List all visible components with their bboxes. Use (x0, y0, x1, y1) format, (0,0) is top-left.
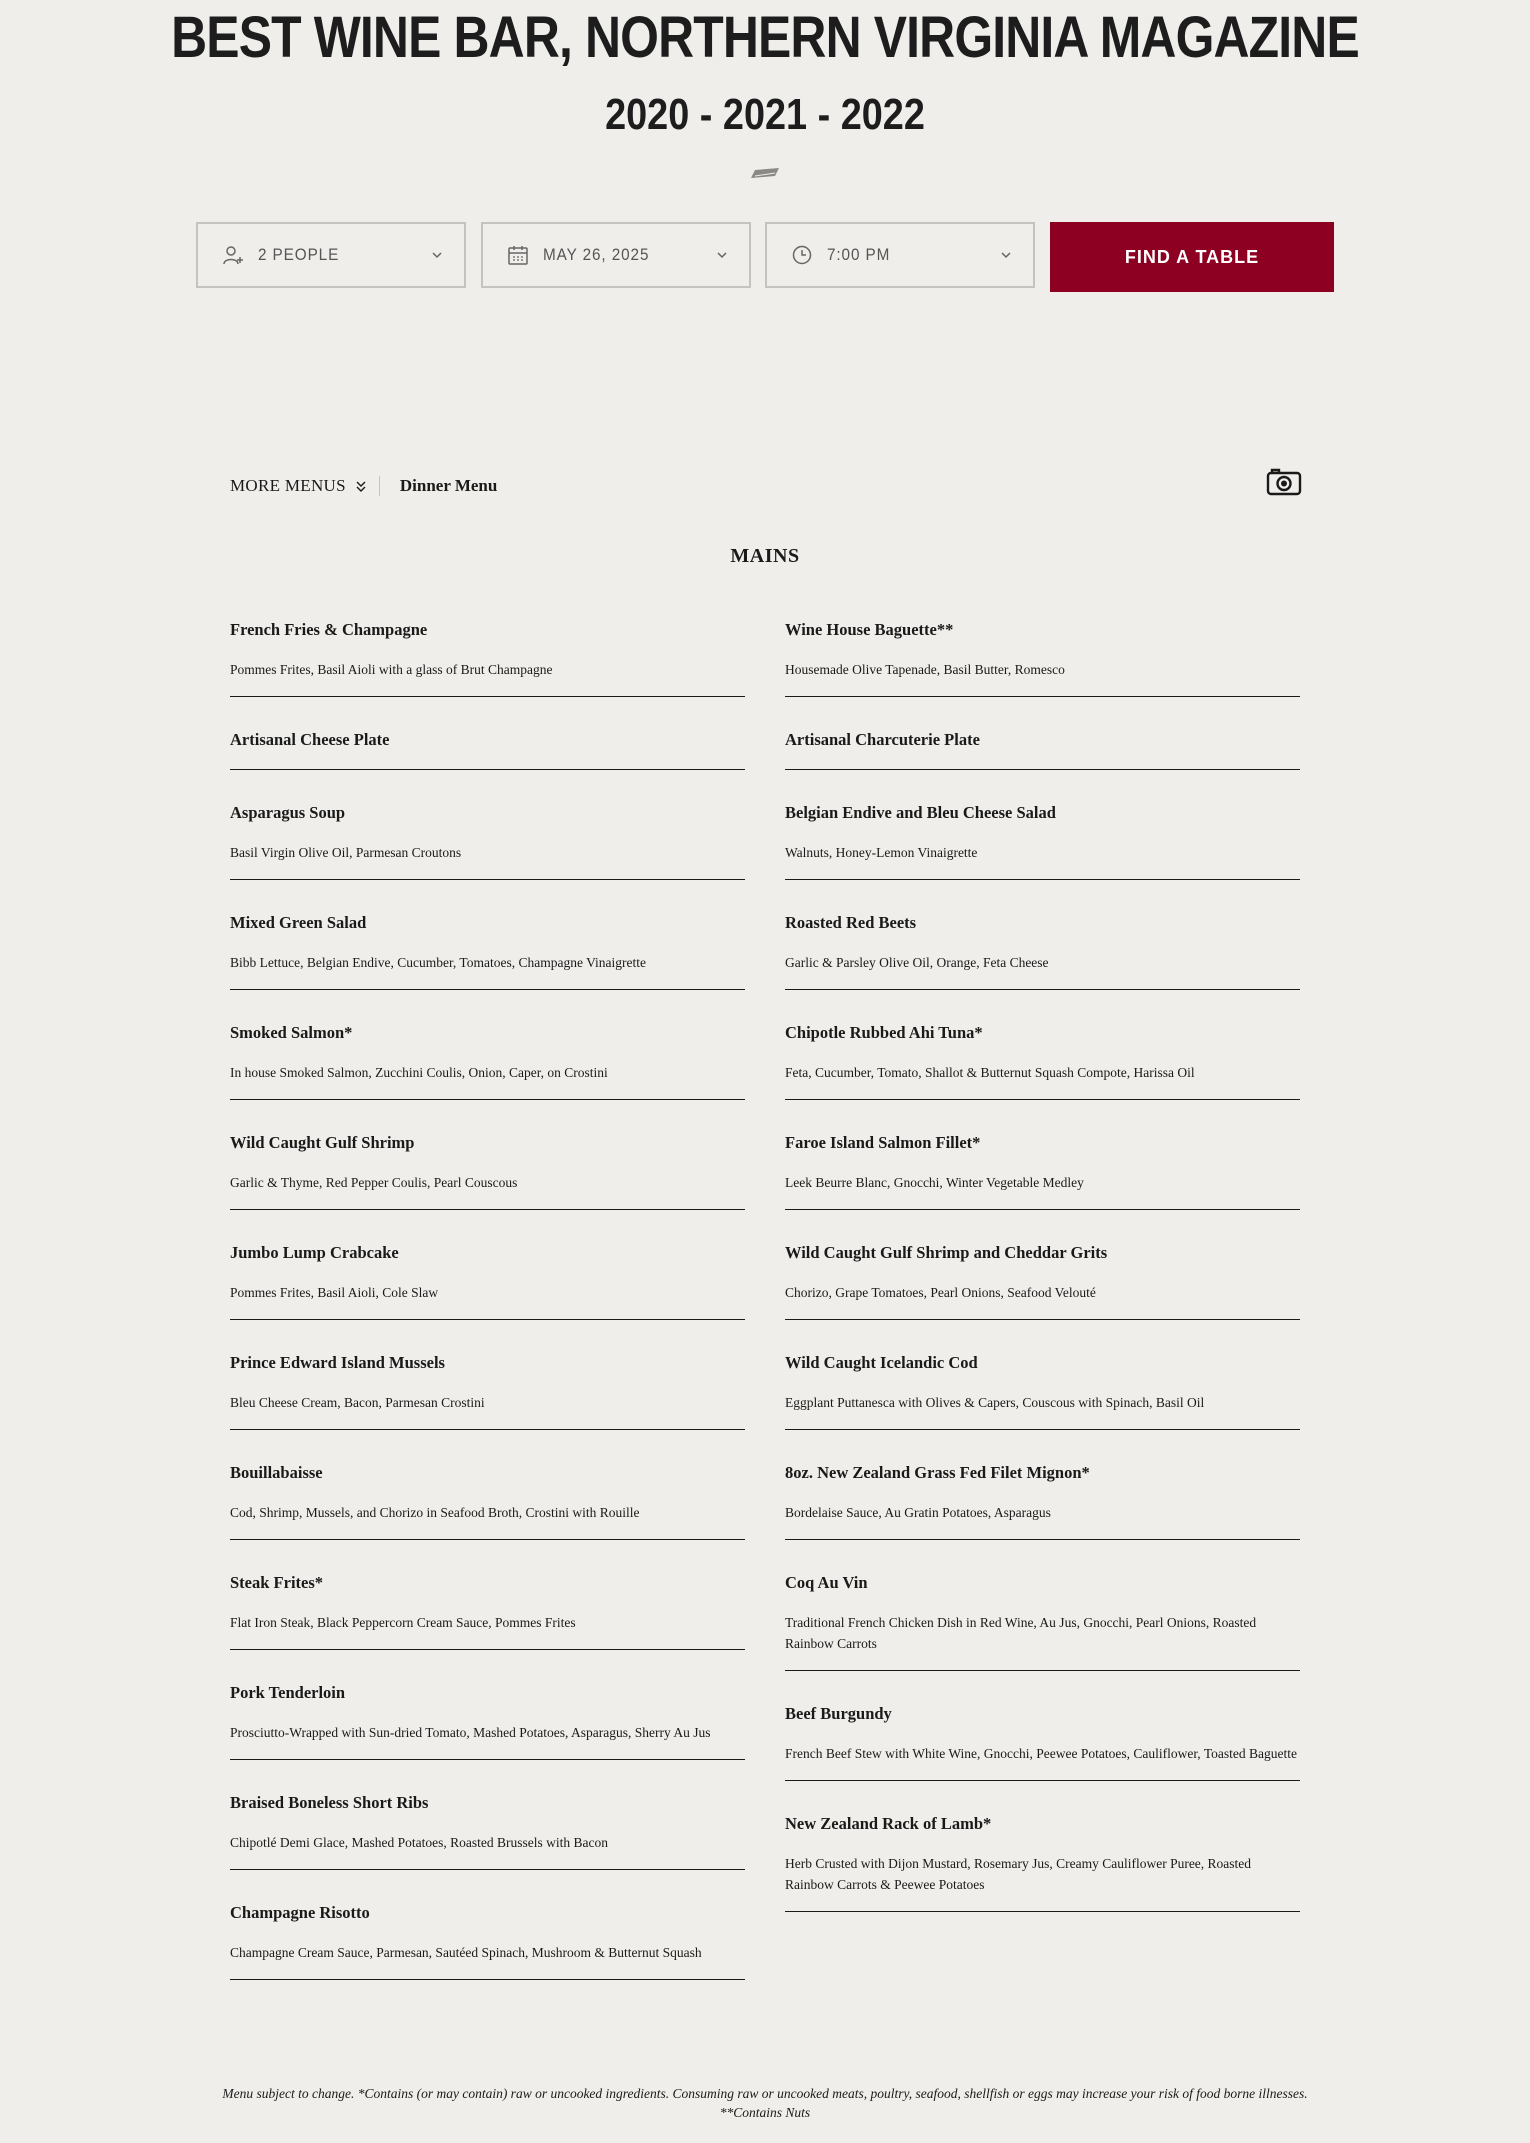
menu-nav (230, 474, 497, 498)
menu-item-description: Pommes Frites, Basil Aioli with a glass of Brut Champagne (230, 662, 553, 677)
menu-item-name: Pork Tenderloin (230, 1683, 346, 1702)
menu-disclaimer (0, 2084, 1530, 2122)
menu-item-description: Champagne Cream Sauce, Parmesan, Sautéed Spinach, Mushroom & Butternut Squash (230, 1945, 702, 1960)
chevron-down-icon (715, 248, 729, 262)
menu-item (785, 1455, 1300, 1540)
menu-item (230, 795, 745, 880)
menu-item-name: Belgian Endive and Bleu Cheese Salad (785, 803, 1056, 822)
menu-item (785, 1696, 1300, 1781)
menu-item-description: Garlic & Parsley Olive Oil, Orange, Feta Cheese (785, 955, 1049, 970)
menu-item (785, 722, 1300, 770)
menu-item-description: Leek Beurre Blanc, Gnocchi, Winter Vegetable Medley (785, 1175, 1084, 1190)
menu-item-name: Prince Edward Island Mussels (230, 1353, 445, 1372)
menu-item-name: Wild Caught Gulf Shrimp (230, 1133, 415, 1152)
menu-item-description: Housemade Olive Tapenade, Basil Butter, Romesco (785, 662, 1065, 677)
more-menus-toggle[interactable] (230, 476, 380, 496)
menu-item-name: Champagne Risotto (230, 1903, 370, 1922)
time-value: 7:00 PM (827, 245, 891, 264)
menu-item-description: Cod, Shrimp, Mussels, and Chorizo in Seafood Broth, Crostini with Rouille (230, 1505, 640, 1520)
disclaimer-line: Menu subject to change. *Contains (or may contain) raw or uncooked ingredients. Consuming raw or uncooked meats, poultry, seafood, shellfish or eggs may increase your risk of food borne illnesses. (222, 2086, 1308, 2101)
menu-item-name: Chipotle Rubbed Ahi Tuna* (785, 1023, 983, 1042)
menu-item (785, 1345, 1300, 1430)
menu-item-name: Artisanal Cheese Plate (230, 730, 390, 749)
menu-column-right (785, 612, 1300, 1912)
menu-item (230, 1235, 745, 1320)
menu-item-name: Smoked Salmon* (230, 1023, 353, 1042)
menu-item-name: Artisanal Charcuterie Plate (785, 730, 980, 749)
double-chevron-down-icon (355, 479, 367, 493)
menu-item (785, 905, 1300, 990)
menu-item (230, 1675, 745, 1760)
menu-item (230, 1895, 745, 1980)
menu-item-name: Wild Caught Gulf Shrimp and Cheddar Grits (785, 1243, 1108, 1262)
menu-item-description: Flat Iron Steak, Black Peppercorn Cream Sauce, Pommes Frites (230, 1615, 576, 1630)
award-years: 2020 - 2021 - 2022 (605, 90, 925, 139)
date-select[interactable] (481, 222, 751, 288)
menu-item (230, 1345, 745, 1430)
menu-item-description: Feta, Cucumber, Tomato, Shallot & Butternut Squash Compote, Harissa Oil (785, 1065, 1195, 1080)
camera-icon[interactable] (1266, 466, 1302, 496)
menu-item (785, 1565, 1300, 1671)
menu-item (785, 612, 1300, 697)
date-value: MAY 26, 2025 (543, 245, 650, 264)
menu-item-name: Faroe Island Salmon Fillet* (785, 1133, 981, 1152)
menu-item (785, 795, 1300, 880)
menu-item-description: Eggplant Puttanesca with Olives & Capers, Couscous with Spinach, Basil Oil (785, 1395, 1205, 1410)
section-title: MAINS (730, 545, 800, 567)
add-person-icon (222, 244, 244, 266)
menu-item (785, 1806, 1300, 1912)
menu-item-name: Wine House Baguette** (785, 620, 954, 639)
menu-item (230, 722, 745, 770)
menu-item-description: In house Smoked Salmon, Zucchini Coulis, Onion, Caper, on Crostini (230, 1065, 608, 1080)
menu-item (785, 1125, 1300, 1210)
find-a-table-button[interactable]: FIND A TABLE (1050, 222, 1334, 292)
menu-item-name: French Fries & Champagne (230, 620, 428, 639)
menu-item-name: Asparagus Soup (230, 803, 346, 822)
menu-item-description: Bibb Lettuce, Belgian Endive, Cucumber, Tomatoes, Champagne Vinaigrette (230, 955, 646, 970)
menu-item (230, 905, 745, 990)
menu-item-name: Roasted Red Beets (785, 913, 917, 932)
page-title: BEST WINE BAR, NORTHERN VIRGINIA MAGAZINE (171, 5, 1359, 70)
menu-column-left (230, 612, 745, 1980)
chevron-down-icon (999, 248, 1013, 262)
menu-item-description: Walnuts, Honey-Lemon Vinaigrette (785, 845, 978, 860)
menu-item-description: Herb Crusted with Dijon Mustard, Rosemary Jus, Creamy Cauliflower Puree, Roasted Rainbow Carrots & Peewee Potatoes (785, 1856, 1252, 1892)
menu-item-name: Bouillabaisse (230, 1463, 323, 1482)
party-size-value: 2 PEOPLE (258, 245, 340, 264)
menu-item (230, 1785, 745, 1870)
party-size-select[interactable] (196, 222, 466, 288)
menu-item-description: Chorizo, Grape Tomatoes, Pearl Onions, Seafood Velouté (785, 1285, 1096, 1300)
menu-item-name: Steak Frites* (230, 1573, 324, 1592)
menu-item-name: Wild Caught Icelandic Cod (785, 1353, 978, 1372)
menu-item-name: Coq Au Vin (785, 1573, 868, 1592)
menu-item (785, 1235, 1300, 1320)
menu-item (230, 1015, 745, 1100)
clock-icon (791, 244, 813, 266)
menu-item-name: Beef Burgundy (785, 1704, 892, 1723)
menu-item-description: French Beef Stew with White Wine, Gnocchi, Peewee Potatoes, Cauliflower, Toasted Baguette (785, 1746, 1297, 1761)
menu-item (230, 612, 745, 697)
menu-item (230, 1455, 745, 1540)
menu-item-description: Pommes Frites, Basil Aioli, Cole Slaw (230, 1285, 439, 1300)
menu-item-description: Garlic & Thyme, Red Pepper Coulis, Pearl Couscous (230, 1175, 518, 1190)
more-menus-label: MORE MENUS (230, 476, 346, 495)
menu-item-name: 8oz. New Zealand Grass Fed Filet Mignon* (785, 1463, 1090, 1482)
calendar-icon (507, 244, 529, 266)
menu-item-name: Mixed Green Salad (230, 913, 367, 932)
menu-item-name: Jumbo Lump Crabcake (230, 1243, 399, 1262)
menu-item-name: New Zealand Rack of Lamb* (785, 1814, 992, 1833)
current-menu-name: Dinner Menu (399, 476, 498, 495)
menu-item-description: Basil Virgin Olive Oil, Parmesan Croutons (230, 845, 462, 860)
menu-item-description: Prosciutto-Wrapped with Sun-dried Tomato, Mashed Potatoes, Asparagus, Sherry Au Jus (230, 1725, 711, 1740)
menu-item (230, 1125, 745, 1210)
chevron-down-icon (430, 248, 444, 262)
menu-item (785, 1015, 1300, 1100)
menu-item-name: Braised Boneless Short Ribs (230, 1793, 429, 1812)
nuts-disclaimer: **Contains Nuts (719, 2105, 811, 2120)
feather-ornament-icon (749, 166, 781, 180)
menu-item-description: Chipotlé Demi Glace, Mashed Potatoes, Roasted Brussels with Bacon (230, 1835, 608, 1850)
menu-item-description: Bleu Cheese Cream, Bacon, Parmesan Crostini (230, 1395, 485, 1410)
menu-item (230, 1565, 745, 1650)
menu-item-description: Bordelaise Sauce, Au Gratin Potatoes, Asparagus (785, 1505, 1051, 1520)
menu-item-description: Traditional French Chicken Dish in Red Wine, Au Jus, Gnocchi, Pearl Onions, Roasted Rainbow Carrots (785, 1615, 1257, 1651)
time-select[interactable] (765, 222, 1035, 288)
